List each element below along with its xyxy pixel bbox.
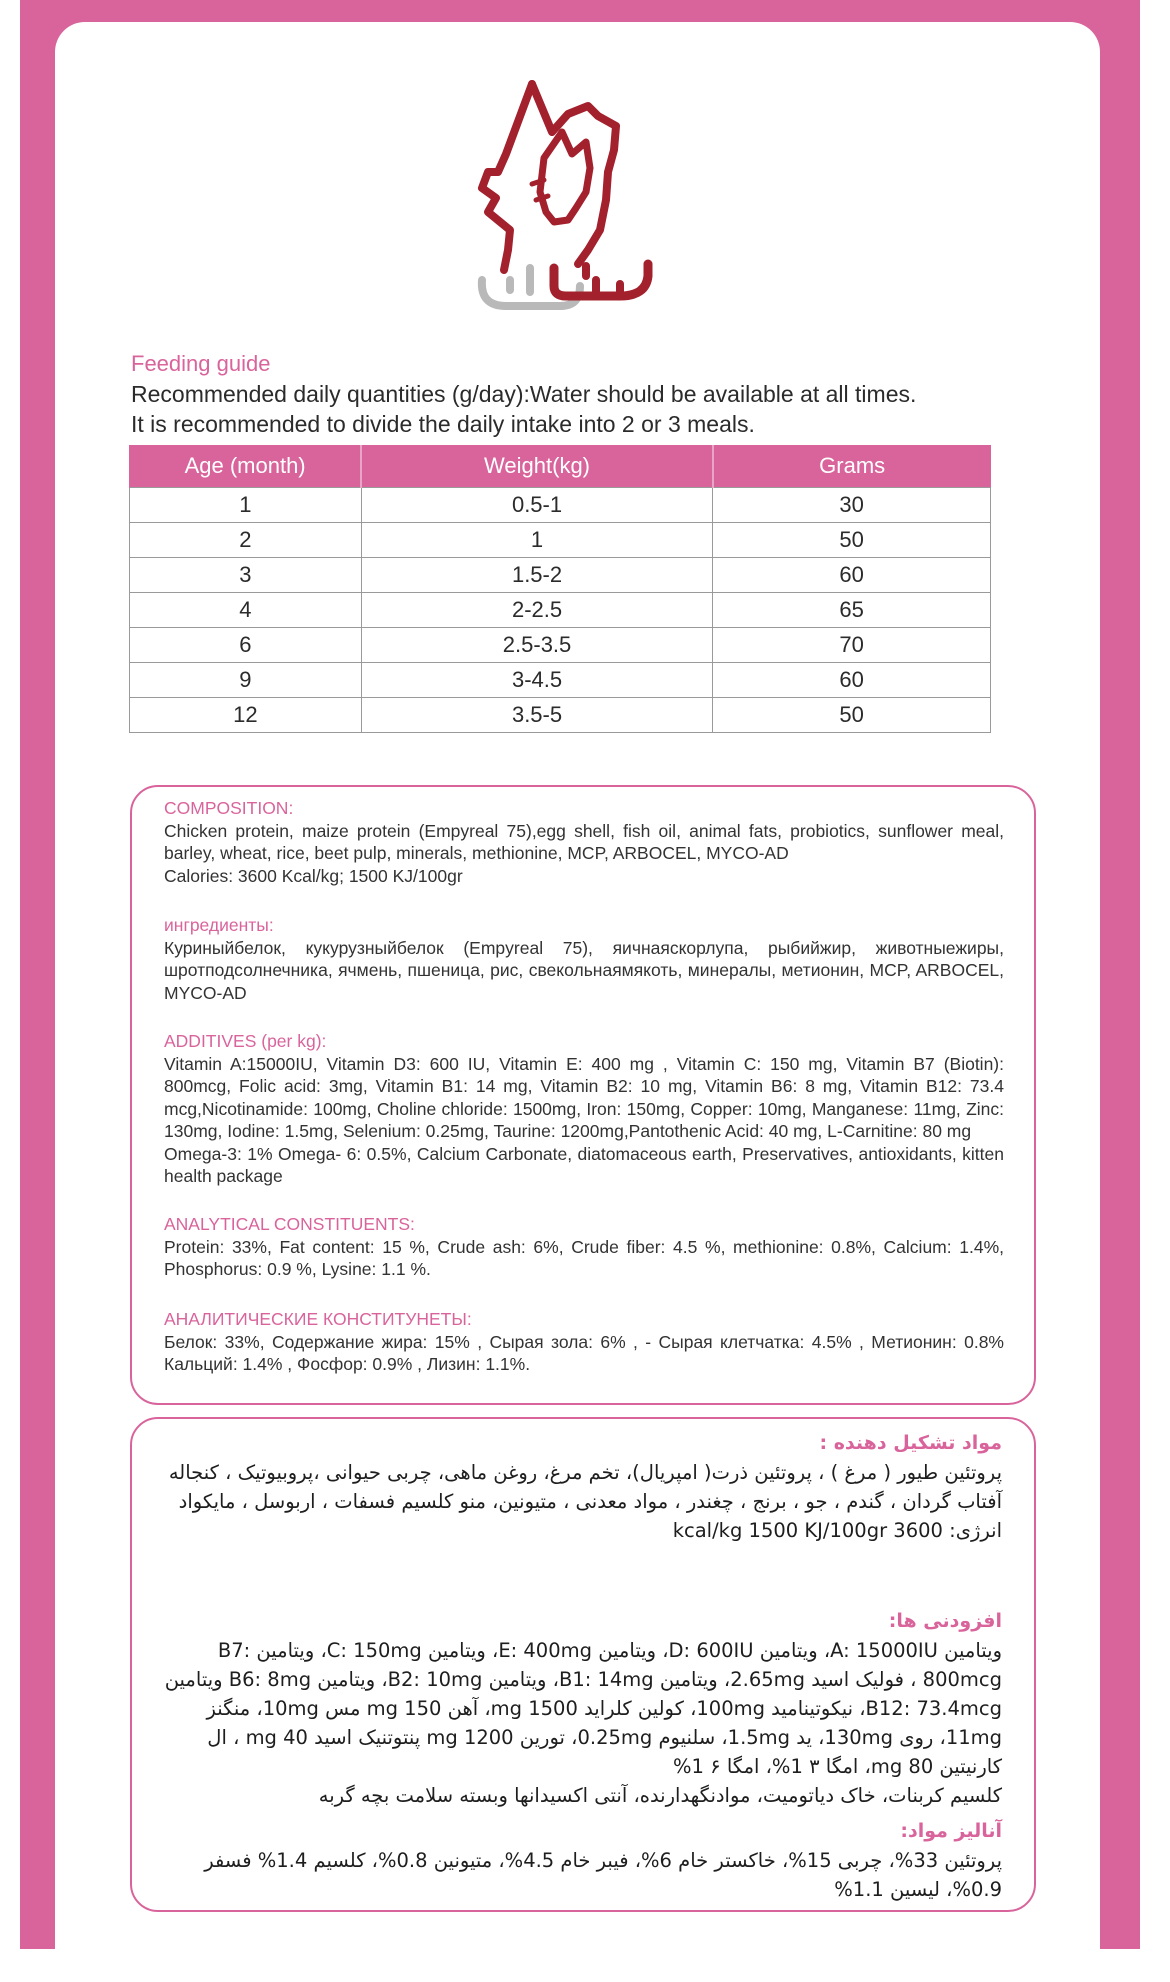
cell-weight: 2.5-3.5 [361, 628, 713, 663]
analytical-section [164, 1213, 1004, 1281]
cell-age: 3 [130, 558, 362, 593]
cell-weight: 3.5-5 [361, 698, 713, 733]
additives-fa-section [162, 1607, 1002, 1810]
cell-weight: 1 [361, 523, 713, 558]
table-row [130, 593, 991, 628]
composition-box [130, 785, 1036, 1405]
table-row [130, 663, 991, 698]
cell-age: 12 [130, 698, 362, 733]
ingredients-ru-text: Куриныйбелок, кукурузныйбелок (Empyreal 75), яичнаяскорлупа, рыбийжир, животныежиры, шротподсолнечника, ячмень, пшеница, рис, свекольнаямякоть, минералы, метионин, MCP, ARBOCEL, MYCO-AD [164, 937, 1004, 1003]
cell-weight: 3-4.5 [361, 663, 713, 698]
feeding-guide-line-2: It is recommended to divide the daily intake into 2 or 3 meals. [131, 411, 755, 437]
energy-fa-text: انرژی: 3600 kcal/kg 1500 KJ/100gr [672, 1519, 1002, 1542]
additives-text: Vitamin A:15000IU, Vitamin D3: 600 IU, Vitamin E: 400 mg , Vitamin C: 150 mg, Vitamin B7 (Biotin): 800mcg, Folic acid: 3mg, Vitamin B1: 14 mg, Vitamin B2: 10 mg, Vitamin B6: 8 mg, Vitamin B12: 73.4 mcg,Nicotinamide: 100mg, Choline chloride: 1500mg, Iron: 150mg, Copper: 10mg, Manganese: 11mg, Zinc: 130mg, Iodine: 1.5mg, Selenium: 0.25mg, Taurine: 1200mg,Pantothenic Acid: 40 mg, L-Carnitine: 80 mg [164, 1053, 1004, 1141]
cell-grams: 70 [713, 628, 991, 663]
analytical-ru-text: Белок: 33%, Содержание жира: 15% , Сырая зола: 6% , - Сырая клетчатка: 4.5% , Метионин: 0.8% Кальций: 1.4% , Фосфор: 0.9% , Лизин: 1.1%. [164, 1331, 1004, 1374]
cell-age: 4 [130, 593, 362, 628]
ingredients-ru-section [164, 914, 1004, 1004]
composition-heading: COMPOSITION: [164, 798, 294, 818]
composition-fa-section [162, 1429, 1002, 1545]
analysis-fa-heading: آنالیز مواد: [900, 1820, 1002, 1842]
additives-fa-heading: افزودنی ها: [888, 1610, 1002, 1632]
ingredients-ru-heading: ингредиенты: [164, 915, 274, 935]
cell-grams: 50 [713, 698, 991, 733]
cell-grams: 65 [713, 593, 991, 628]
persian-box [130, 1417, 1036, 1912]
header-age: Age (month) [130, 445, 362, 488]
analytical-text: Protein: 33%, Fat content: 15 %, Crude ash: 6%, Crude fiber: 4.5 %, methionine: 0.8%, Calcium: 1.4%, Phosphorus: 0.9 %, Lysine: 1.1 %. [164, 1236, 1004, 1279]
composition-fa-heading: مواد تشکیل دهنده : [819, 1432, 1002, 1454]
analytical-ru-section [164, 1308, 1004, 1376]
additives-fa-text: ویتامین A: 15000IU، ویتامین D: 600IU، ویتامین E: 400mg، ویتامین C: 150mg، ویتامین B7: 800mcg ، فولیک اسید 2.65mg، ویتامین B1: 14mg، ویتامین B2: 10mg، ویتامین B6: 8mg ویتامین B12: 73.4mcg، نیکوتینامید 100mg، کولین کلراید 1500 mg، آهن 150 mg مس 10mg، منگنز 11mg، روی 130mg، ید 1.5mg، سلنیوم 0.25mg، تورین 1200 mg پنتوتنیک اسید 40 mg ، ال کارنیتین 80 mg، امگا ۳ 1%، امگا ۶ 1% [164, 1639, 1002, 1778]
composition-text: Chicken protein, maize protein (Empyreal 75),egg shell, fish oil, animal fats, probiotics, sunflower meal, barley, wheat, rice, beet pulp, minerals, methionine, MCP, ARBOCEL, MYCO-AD [164, 820, 1004, 863]
feeding-guide-line-1: Recommended daily quantities (g/day):Water should be available at all times. [131, 381, 917, 407]
feeding-table [129, 445, 991, 733]
brand-logo [470, 80, 680, 350]
cell-weight: 1.5-2 [361, 558, 713, 593]
additives-heading: ADDITIVES (per kg): [164, 1031, 327, 1051]
header-weight: Weight(kg) [361, 445, 713, 488]
cell-weight: 0.5-1 [361, 488, 713, 523]
cell-grams: 60 [713, 663, 991, 698]
analytical-heading: ANALYTICAL CONSTITUENTS: [164, 1214, 415, 1234]
cell-grams: 30 [713, 488, 991, 523]
cell-grams: 50 [713, 523, 991, 558]
cell-age: 9 [130, 663, 362, 698]
cell-age: 1 [130, 488, 362, 523]
cell-grams: 60 [713, 558, 991, 593]
table-row [130, 488, 991, 523]
table-row [130, 698, 991, 733]
composition-section [164, 797, 1004, 887]
additives-text-2: Omega-3: 1% Omega- 6: 0.5%, Calcium Carbonate, diatomaceous earth, Preservatives, antioxidants, kitten health package [164, 1143, 1004, 1186]
table-row [130, 523, 991, 558]
composition-fa-text: پروتئین طیور ( مرغ ) ، پروتئین ذرت( امپریال)، تخم مرغ، روغن ماهی، چربی حیوانی ،پروبیوتیک ، کنجاله آفتاب گردان ، گندم ، جو ، برنج ، چغندر ، مواد معدنی ، متیونین، منو کلسیم فسفات ، اربوسل ، مایکواد [168, 1461, 1002, 1513]
cell-age: 6 [130, 628, 362, 663]
cell-age: 2 [130, 523, 362, 558]
table-row [130, 628, 991, 663]
additives-fa-text-2: کلسیم کربنات، خاک دیاتومیت، موادنگهدارنده، آنتی اکسیدانها وبسته سلامت بچه گربه [318, 1784, 1002, 1807]
analytical-ru-heading: АНАЛИТИЧЕСКИЕ КОНСТИТУНЕТЫ: [164, 1309, 472, 1329]
table-header-row [130, 445, 991, 488]
calories-text: Calories: 3600 Kcal/kg; 1500 KJ/100gr [164, 865, 463, 886]
table-row [130, 558, 991, 593]
additives-section [164, 1030, 1004, 1188]
header-grams: Grams [713, 445, 991, 488]
cell-weight: 2-2.5 [361, 593, 713, 628]
cat-dog-logo-icon [470, 80, 680, 350]
analysis-fa-text: پروتئین 33%، چربی 15%، خاکستر خام 6%، فیبر خام 4.5%، متیونین 0.8%، کلسیم 1.4% فسفر 0.9%، لیسین 1.1% [204, 1849, 1002, 1901]
feeding-guide-title: Feeding guide [131, 351, 271, 376]
analysis-fa-section [162, 1817, 1002, 1904]
